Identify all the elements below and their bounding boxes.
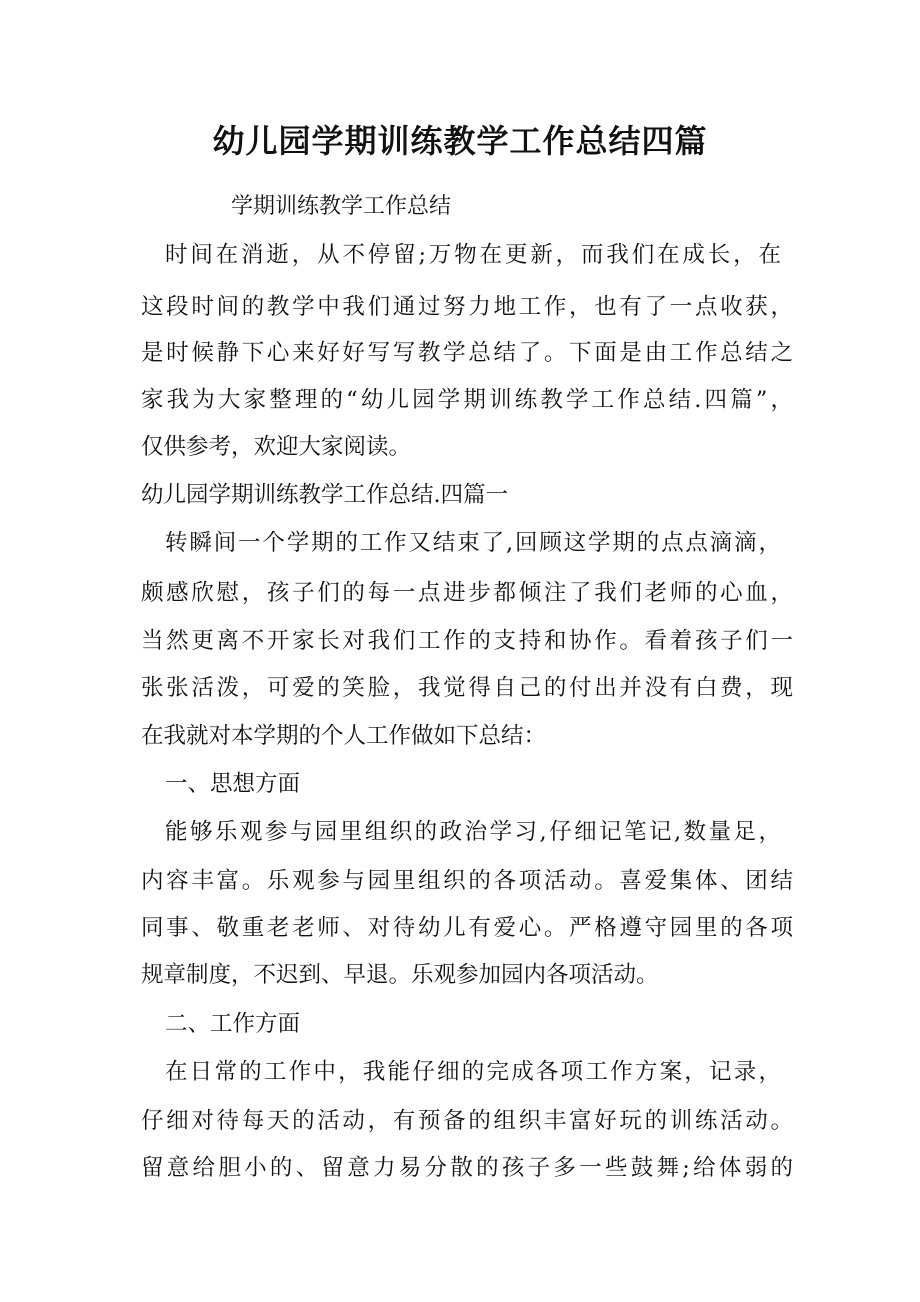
text-line: 留意给胆小的、留意力易分散的孩子多一些鼓舞;给体弱的	[141, 1155, 793, 1181]
text-line: 颇感欣慰，孩子们的每一点进步都倾注了我们老师的心血，	[141, 580, 793, 606]
section-heading: 一、思想方面	[165, 771, 301, 797]
text-line: 规章制度，不迟到、早退。乐观参加园内各项活动。	[141, 962, 659, 988]
text-line: 当然更离不开家长对我们工作的支持和协作。看着孩子们一	[141, 628, 793, 654]
text-line: 这段时间的教学中我们通过努力地工作，也有了一点收获，	[141, 294, 793, 320]
text-line: 是时候静下心来好好写写教学总结了。下面是由工作总结之	[141, 340, 793, 366]
document-title: 幼儿园学期训练教学工作总结四篇	[212, 122, 708, 160]
document-subtitle: 学期训练教学工作总结	[231, 194, 452, 219]
text-line: 内容丰富。乐观参与园里组织的各项活动。喜爱集体、团结	[141, 868, 793, 894]
text-line: 张张活泼，可爱的笑脸，我觉得自己的付出并没有白费，现	[141, 675, 793, 701]
text-line: 在日常的工作中，我能仔细的完成各项工作方案，记录，	[165, 1059, 781, 1085]
text-line: 在我就对本学期的个人工作做如下总结：	[141, 723, 547, 749]
section-heading: 二、工作方面	[165, 1011, 301, 1037]
text-line: 仅供参考，欢迎大家阅读。	[141, 434, 412, 460]
text-line: 同事、敬重老老师、对待幼儿有爱心。严格遵守园里的各项	[141, 915, 793, 941]
text-line: 家我为大家整理的“幼儿园学期训练教学工作总结.四篇”，	[141, 387, 793, 413]
text-line: 转瞬间一个学期的工作又结束了,回顾这学期的点点滴滴，	[165, 530, 781, 556]
text-line: 时间在消逝，从不停留;万物在更新，而我们在成长，在	[165, 242, 781, 268]
text-line: 能够乐观参与园里组织的政治学习,仔细记笔记,数量足，	[165, 819, 781, 845]
text-line: 仔细对待每天的活动，有预备的组织丰富好玩的训练活动。	[141, 1108, 793, 1134]
section-heading: 幼儿园学期训练教学工作总结.四篇一	[141, 482, 509, 508]
